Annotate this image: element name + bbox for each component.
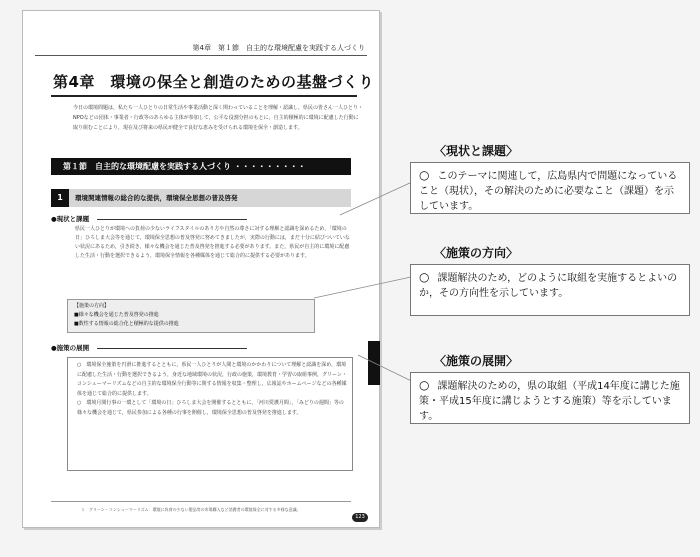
subsection-number: 1 bbox=[51, 189, 69, 207]
section-title-bar: 第１節 自主的な環境配慮を実践する人づくり ・・・・・・・・・ bbox=[51, 158, 351, 175]
page-number: 123 bbox=[352, 513, 368, 522]
heading-development: ●施策の展開 bbox=[51, 344, 90, 352]
footnote: １ グリーン・コンシューマーリズム：環境に負荷の少ない製品等の市場購入など消費者の環境保全に対する多様な意識。 bbox=[81, 507, 301, 512]
circle-bullet-icon: ○ bbox=[419, 378, 430, 392]
policy-item: ■様々な機会を通じた普及啓発の推進 bbox=[74, 312, 159, 318]
callout-box-development bbox=[410, 372, 690, 424]
running-head: 第4章 第１節 自主的な環境配慮を実践する人づくり bbox=[192, 44, 365, 52]
policy-box-title: 【施策の方向】 bbox=[74, 303, 110, 309]
circle-bullet-icon: ○ bbox=[419, 168, 430, 182]
callout-title-status: 〈現状と課題〉 bbox=[434, 144, 519, 158]
callout-text-policy: 課題解決のため，どのように取組を実施するとよいのか，その方向性を示しています。 bbox=[419, 273, 678, 299]
chapter-title: 第4章 環境の保全と創造のための基盤づくり bbox=[53, 73, 374, 91]
circle-bullet-icon: ○ bbox=[419, 270, 430, 284]
development-item: ○ 環境保全施策を円滑に推進するとともに，県民一人ひとりが人間と環境のかかわりについて理解と認識を深め，環境に配慮した生活・行動を選択できるよう，身近な地域環境の状況，行政の施策，環境教育・学習の取組事例，グリーン・コンシューマーリズムなどの自主的な環境保全行動等に関する情報を収集・整理し，広報誌やホームページなどの各種媒体を通じて総合的に提供します。 bbox=[77, 362, 347, 397]
callout-title-development: 〈施策の展開〉 bbox=[434, 354, 519, 368]
development-item: ○ 環境月間行事の一環として「環境の日」ひろしま大会を開催するとともに，「河川愛護月間」，「みどりの週間」等の様々な機会を通じて，県民参加による各種の行事を開催し，環境保全思想の普及啓発を推進します。 bbox=[77, 400, 344, 416]
status-paragraph: 県民一人ひとりが環境への負荷の少ないライフスタイルのあり方や自然の尊さに対する理解と認識を深めるため，「環境の日」ひろしま大会等を通じて，環境保全思想の普及啓発に努めてきましたが，実際の行動には，まだ十分に結びついていない状況にあるため，引き続き，様々な機会を通じた普及啓発を推進する必要があります。また，県民が自主的に環境に配慮した生活・行動を選択できるよう，環境保全情報を各種媒体を通じて総合的に提供する必要があります。 bbox=[75, 226, 350, 259]
heading-status: ●現状と課題 bbox=[51, 215, 90, 223]
subsection-title: 環境関連情報の総合的な提供，環境保全思想の普及啓発 bbox=[75, 194, 238, 202]
callout-title-policy: 〈施策の方向〉 bbox=[434, 246, 519, 260]
callout-box-policy bbox=[410, 264, 690, 316]
callout-text-development: 課題解決のための，県の取組（平成14年度に講じた施策・平成15年度に講じようとする施策）等を示しています。 bbox=[419, 381, 680, 422]
callout-box-status bbox=[410, 162, 690, 214]
intro-paragraph: 今日の環境問題は，私たち一人ひとりの日常生活や事業活動と深く関わっていることを理解・認識し，県民の皆さん一人ひとり・NPOなどの団体・事業者・行政等のあらゆる主体が参加して，公平な役割分担のもとに，自主的積極的に環境に配慮した行動に取り組むことにより，現在及び将来の県民が健全で良好な恵みを受けられる環境を保全・創造します。 bbox=[73, 105, 363, 131]
policy-item: ■数性する情報の総合化と積極的な提供の推進 bbox=[74, 321, 179, 327]
callout-text-status: このテーマに関連して，広島県内で問題になっていること（現状），その解決のために必要なこと（課題）を示しています。 bbox=[419, 171, 678, 212]
